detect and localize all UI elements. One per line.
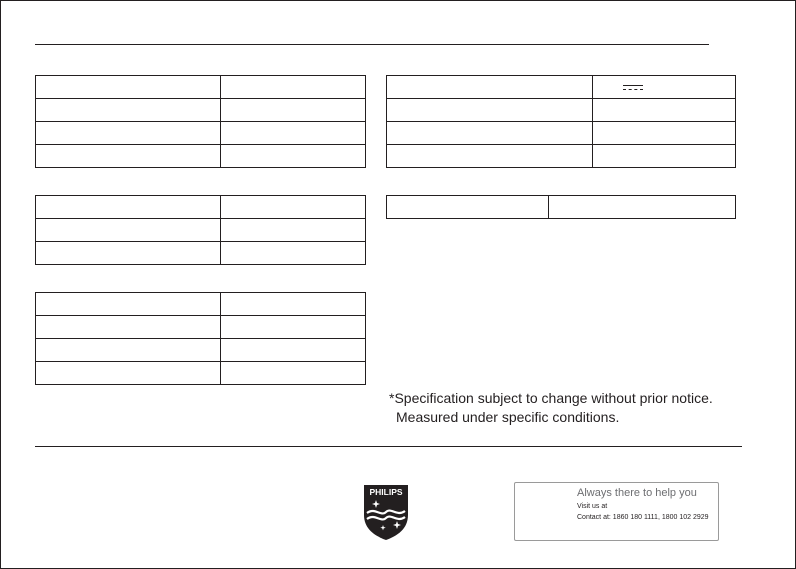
spec-value-cell	[221, 196, 366, 219]
table-row	[36, 122, 366, 145]
spec-value-cell	[549, 196, 736, 219]
table-row	[387, 196, 736, 219]
spec-label-cell	[36, 362, 221, 385]
spec-label-cell	[36, 293, 221, 316]
spec-value-cell	[221, 99, 366, 122]
customer-support-box	[514, 482, 719, 541]
spec-value-cell	[593, 99, 736, 122]
spec-label-cell	[36, 316, 221, 339]
brand-name: PHILIPS	[369, 487, 403, 497]
table-row	[387, 99, 736, 122]
spec-label-cell	[387, 99, 593, 122]
spec-label-cell	[36, 122, 221, 145]
spec-label-cell	[36, 145, 221, 168]
spec-value-cell	[221, 219, 366, 242]
table-row	[36, 339, 366, 362]
spec-value-cell	[221, 316, 366, 339]
table-row	[36, 99, 366, 122]
spec-value-cell	[221, 122, 366, 145]
note-line-2: Measured under specific conditions.	[396, 409, 620, 425]
spec-label-cell	[36, 339, 221, 362]
spec-table-5	[386, 195, 736, 219]
specification-note	[389, 389, 713, 427]
table-row	[36, 293, 366, 316]
table-row	[36, 76, 366, 99]
table-row	[36, 316, 366, 339]
note-line-1: *Specification subject to change without prior notice.	[389, 390, 713, 406]
table-row	[36, 219, 366, 242]
spec-label-cell	[36, 219, 221, 242]
table-row	[387, 76, 736, 99]
table-row	[36, 145, 366, 168]
support-visit-label: Visit us at	[577, 503, 608, 510]
spec-value-cell	[221, 76, 366, 99]
spec-label-cell	[36, 242, 221, 265]
table-row	[36, 242, 366, 265]
spec-value-cell	[593, 76, 736, 99]
spec-table-2	[35, 195, 366, 265]
spec-label-cell	[36, 76, 221, 99]
spec-label-cell	[36, 196, 221, 219]
spec-value-cell	[221, 145, 366, 168]
dc-current-symbol-icon	[623, 85, 643, 90]
bottom-divider	[35, 446, 742, 447]
spec-label-cell	[387, 76, 593, 99]
spec-label-cell	[387, 122, 593, 145]
support-tagline: Always there to help you	[577, 487, 697, 499]
spec-label-cell	[36, 99, 221, 122]
spec-label-cell	[387, 196, 549, 219]
spec-value-cell	[593, 145, 736, 168]
spec-table-1	[35, 75, 366, 168]
philips-shield-logo-icon	[361, 483, 411, 541]
spec-label-cell	[387, 145, 593, 168]
spec-value-cell	[221, 242, 366, 265]
table-row	[387, 145, 736, 168]
spec-value-cell	[593, 122, 736, 145]
spec-value-cell	[221, 339, 366, 362]
support-contact-numbers: Contact at: 1860 180 1111, 1800 102 2929	[577, 514, 709, 521]
table-row	[36, 362, 366, 385]
spec-table-4	[386, 75, 736, 168]
spec-value-cell	[221, 293, 366, 316]
spec-table-3	[35, 292, 366, 385]
top-divider	[35, 44, 709, 45]
table-row	[387, 122, 736, 145]
table-row	[36, 196, 366, 219]
spec-value-cell	[221, 362, 366, 385]
